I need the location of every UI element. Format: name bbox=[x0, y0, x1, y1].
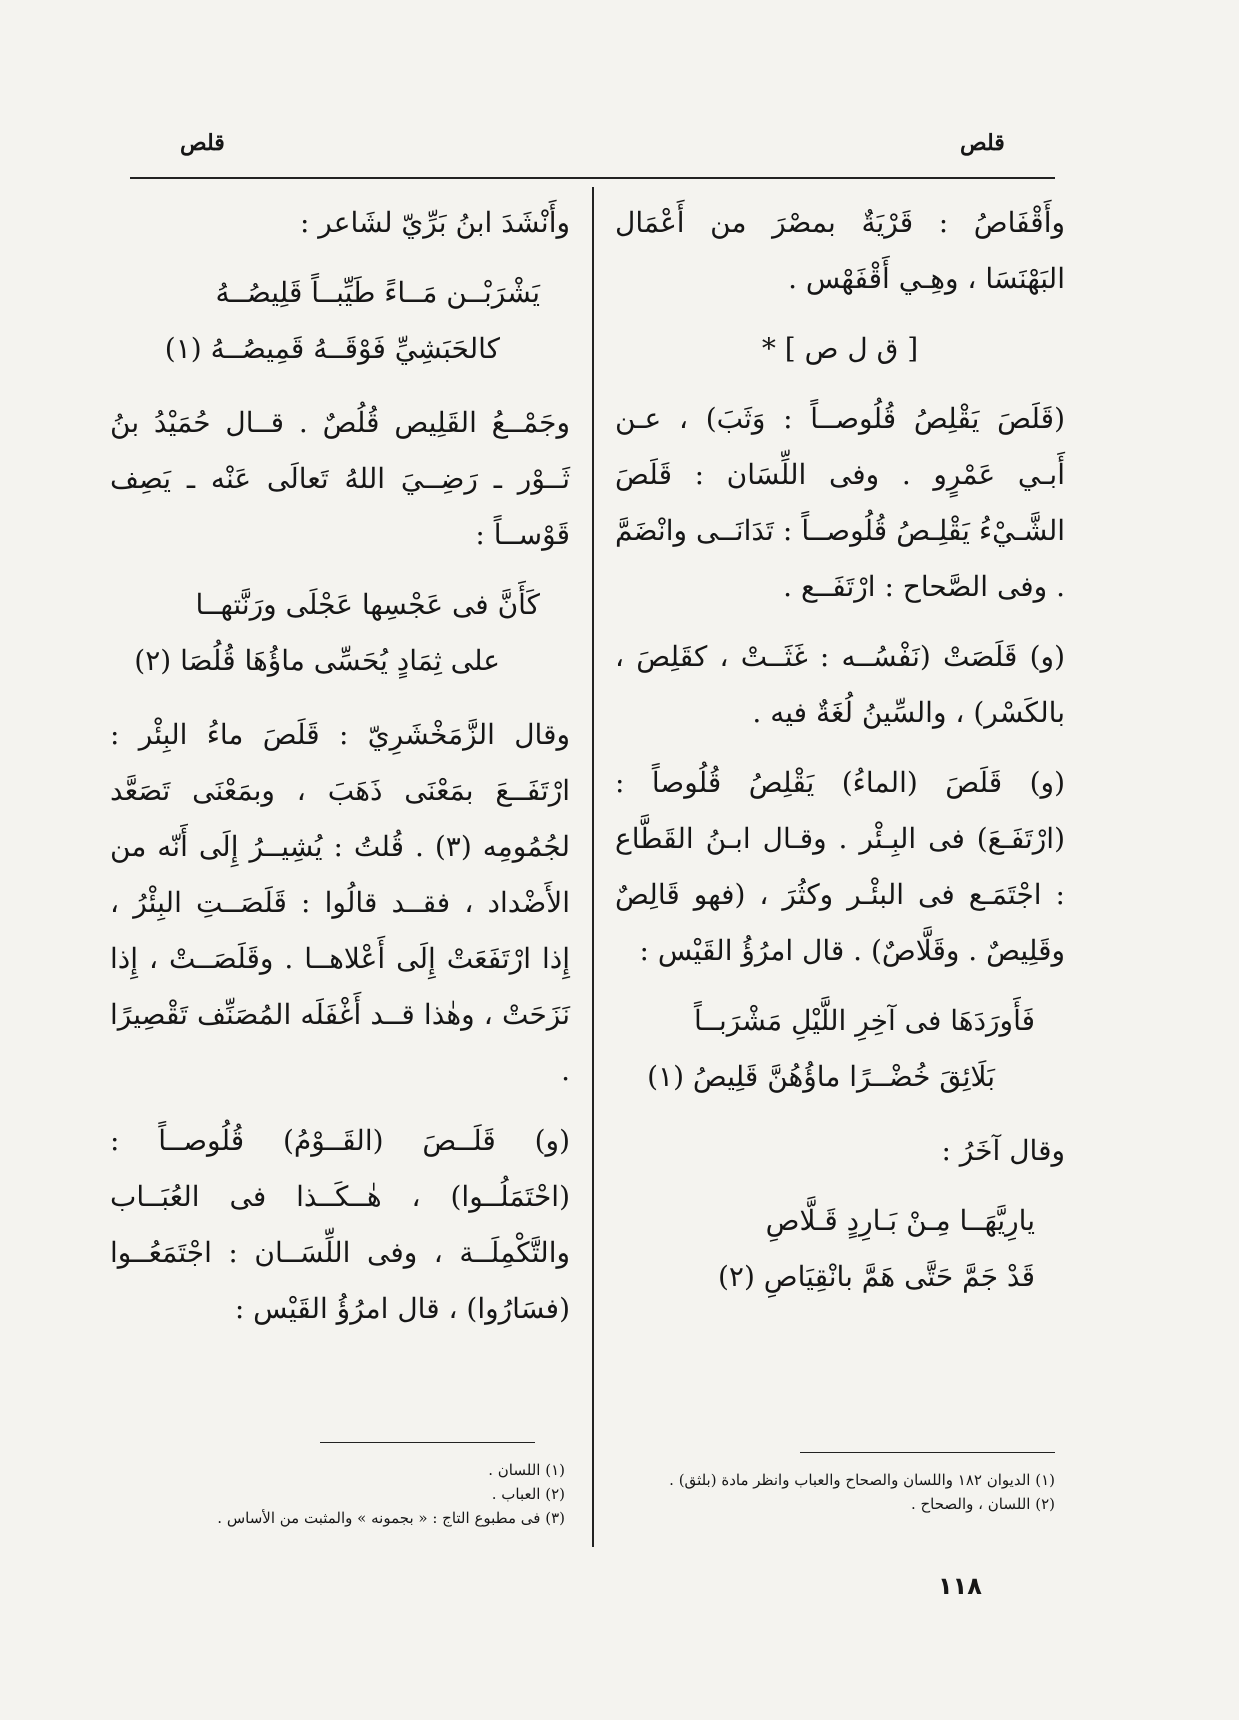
paragraph: وقال آخَرُ : bbox=[941, 1134, 1065, 1167]
verse-line: يَشْرَبْــن مَــاءً طَيِّبــاً قَلِيصُــهُ bbox=[215, 276, 540, 309]
page-number: ١١٨ bbox=[938, 1572, 982, 1600]
verse-line: كَأَنَّ فى عَجْسِها عَجْلَى ورَنَّتهــا bbox=[195, 588, 540, 621]
verse-line: بَلَائِقَ خُضْــرًا ماؤُهُنَّ قَلِيصُ (١) bbox=[647, 1060, 995, 1093]
paragraph: وجَمْــعُ القَلِيص قُلُصٌ . قــال حُمَيْدُ بنُ ثَــوْر ـ رَضِــيَ اللهُ تَعالَى عَنْه ـ يَصِف قَوْســاً : bbox=[110, 406, 570, 551]
running-header-right: قلص bbox=[960, 130, 1005, 156]
paragraph: وأَقْفَاصُ : قَرْيَةٌ بمصْرَ من أَعْمَال البَهْنَسَا ، وهِـي أَقْفَهْس . bbox=[615, 206, 1065, 295]
footnote: (٣) فى مطبوع التاج : « بجمونه » والمثبت من الأساس . bbox=[217, 1509, 565, 1527]
right-column bbox=[615, 195, 1065, 1323]
running-header-left: قلص bbox=[180, 130, 225, 156]
footnote: (٢) اللسان ، والصحاح . bbox=[910, 1495, 1055, 1513]
footnote: (١) اللسان . bbox=[488, 1461, 565, 1479]
verse-line: كالحَبَشِيِّ فَوْقَــهُ قَمِيصُــهُ (١) bbox=[164, 332, 500, 365]
footnote-rule-left bbox=[320, 1442, 535, 1443]
footnotes-right bbox=[600, 1468, 1055, 1516]
paragraph: (و) قَلَــصَ (القَــوْمُ) قُلُوصــاً : (احْتَمَلُــوا) ، هٰــكَــذا فى العُبَــاب والتَّكْمِلَــة ، وفى اللِّسَــان : اجْتَمَعُــوا (فسَارُوا) ، قال امرُؤُ القَيْس : bbox=[110, 1124, 570, 1325]
left-column bbox=[110, 195, 570, 1351]
verse-line: قَدْ جَمَّ حَتَّى هَمَّ بانْقِيَاصِ (٢) bbox=[717, 1260, 1035, 1293]
verse bbox=[110, 265, 570, 377]
paragraph: (قَلَصَ يَقْلِصُ قُلُوصــاً : وَثَبَ) ، عـن أَبـي عَمْرٍو . وفى اللِّسَان : قَلَصَ الشَّـيْءُ يَقْلِـصُ قُلُوصــاً : تَدَانَــى وانْضَمَّ . وفى الصَّحاح : ارْتَفَــع . bbox=[615, 402, 1065, 603]
header-rule bbox=[130, 177, 1055, 179]
verse bbox=[110, 577, 570, 689]
verse bbox=[615, 1193, 1065, 1305]
verse-line: فَأَورَدَهَا فى آخِرِ اللَّيْلِ مَشْرَبــاً bbox=[694, 1004, 1035, 1037]
footnote: (١) الديوان ١٨٢ واللسان والصحاح والعباب وانظر مادة (بلثق) . bbox=[669, 1471, 1055, 1489]
paragraph: (و) قَلَصَ (الماءُ) يَقْلِصُ قُلُوصاً : (ارْتَفَـعَ) فى البِـئْر . وقـال ابـنُ القَطَّاع : اجْتَمَـع فى البئْـر وكثُرَ ، (فهو قَالِصٌ وقَلِيصٌ . وقَلَّاصٌ) . قال امرُؤُ القَيْس : bbox=[615, 766, 1065, 967]
verse bbox=[615, 993, 1065, 1105]
paragraph: وأَنْشَدَ ابنُ بَرِّيّ لشَاعر : bbox=[299, 206, 570, 239]
footnote-rule-right bbox=[800, 1452, 1055, 1453]
paragraph: (و) قَلَصَتْ (نَفْسُــه : غَثَــتْ ، كقَلِصَ ، بالكَسْر) ، والسِّينُ لُغَةٌ فيه . bbox=[615, 640, 1065, 729]
column-divider bbox=[592, 187, 594, 1547]
verse-line: على ثِمَادٍ يُحَسِّى ماؤُهَا قُلُصَا (٢) bbox=[134, 644, 500, 677]
footnote: (٢) العباب . bbox=[491, 1485, 565, 1503]
verse-line: يارِيَّهَــا مِـنْ بَـارِدٍ قَـلَّاصِ bbox=[765, 1204, 1035, 1237]
footnotes-left bbox=[110, 1458, 565, 1530]
entry-heading: [ ق ل ص ] * bbox=[761, 332, 919, 365]
paragraph: وقال الزَّمَخْشَرِيّ : قَلَصَ ماءُ البِئْر : ارْتَفَــعَ بمَعْنَى ذَهَبَ ، وبمَعْنَى تَصَعَّد لجُمُومِه (٣) . قُلتُ : يُشِيــرُ إِلَى أَنّه من الأَضْداد ، فقــد قالُوا : قَلَصَــتِ البِئْرُ ، إِذا ارْتَفَعَتْ إِلَى أَعْلاهــا . وقَلَصَــتْ ، إِذا نَزَحَتْ ، وهٰذا قــد أَغْفَلَه المُصَنِّف تَقْصِيرًا . bbox=[110, 718, 570, 1087]
